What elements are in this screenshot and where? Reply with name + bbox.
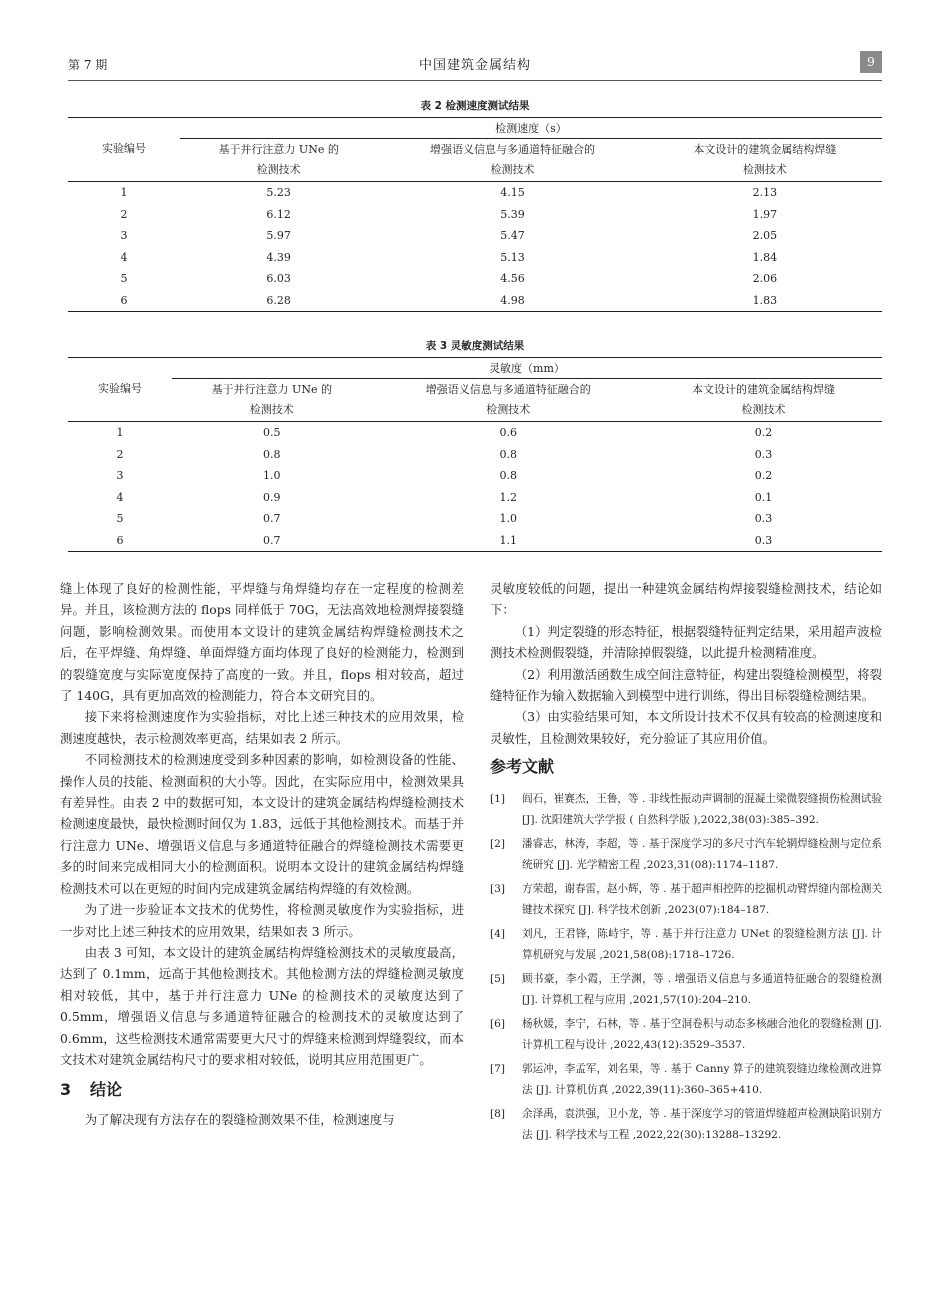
reference-item: [3] 方荣超，谢春雷，赵小辉，等 . 基于超声相控阵的挖掘机动臂焊缝内部检测关键技术探究 [J]. 科学技术创新 ,2023(07):184–187.	[490, 883, 882, 917]
table2-id-header: 实验编号	[68, 118, 180, 182]
reference-item: [4] 刘凡，王君锋，陈峙宇，等 . 基于并行注意力 UNet 的裂缝检测方法 [J]. 计算机研究与发展 ,2021,58(08):1718–1726.	[490, 928, 882, 962]
table2-col-header: 基于并行注意力 UNe 的 检测技术	[180, 139, 377, 182]
table2	[68, 117, 882, 312]
issue-number: 第 7 期	[68, 58, 108, 72]
journal-title: 中国建筑金属结构	[418, 58, 531, 73]
table3-col-header: 基于并行注意力 UNe 的 检测技术	[172, 379, 372, 422]
table-row: 1 0.5 0.6 0.2	[116, 426, 773, 440]
table-row: 6 6.28 4.98 1.83	[68, 290, 882, 312]
right-column	[490, 578, 882, 1149]
table-row: 5 6.03 4.56 2.06	[120, 272, 778, 286]
body-paragraph: 为了进一步验证本文技术的优势性，将检测灵敏度作为实验指标，进一步对比上述三种技术的应用效果，结果如表 3 所示。	[60, 902, 464, 939]
references-heading: 参考文献	[490, 757, 555, 777]
table-row: 4 4.39 5.13 1.84	[120, 250, 778, 264]
body-paragraph: 为了解决现有方法存在的裂缝检测效果不佳，检测速度与	[84, 1112, 395, 1128]
body-paragraph: 缝上体现了良好的检测性能，平焊缝与角焊缝均存在一定程度的检测差异。并且，该检测方法的 flops 同样低于 70G，无法高效地检测焊接裂缝问题，影响检测效果。而使用本文设计的建筑金属结构焊缝检测技术之后，在平焊缝、角焊缝、单面焊缝方面均体现了良好的检测能力，检测到的裂缝宽度与实际宽度保持了高度的一致。并且，flops 相对较高，超过了 140G，具有更加高效的检测能力，符合本文研究目的。	[60, 581, 464, 704]
conclusion-item: （1）判定裂缝的形态特征，根据裂缝特征判定结果，采用超声波检测技术检测假裂缝，并清除掉假裂缝，以此提升检测精准度。	[490, 623, 883, 661]
reference-item: [7] 郭运冲，李孟军，刘名果，等 . 基于 Canny 算子的建筑裂缝边缘检测改进算法 [J]. 计算机仿真 ,2022,39(11):360–365+410.	[490, 1063, 882, 1097]
body-paragraph: 不同检测技术的检测速度受到多种因素的影响，如检测设备的性能、操作人员的技能、检测面积的大小等。因此，在实际应用中，检测效果具有差异性。由表 2 中的数据可知，本文设计的建筑金属结构焊缝检测技术检测速度最快，最快检测时间仅为 1.83，远低于其他检测技术。而基于并行注意力 UNe、增强语义信息与多通道特征融合的焊缝检测技术需要更多的时间来完成相同大小的检测面积。说明本文设计的建筑金属结构焊缝检测技术可以在更短的时间内完成建筑金属结构焊缝的有效检测。	[60, 752, 464, 896]
reference-item: [2] 潘睿志，林涛，李超，等 . 基于深度学习的多尺寸汽车轮辋焊缝检测与定位系统研究 [J]. 光学精密工程 ,2023,31(08):1174–1187.	[490, 838, 882, 872]
table-row: 3 1.0 0.8 0.2	[116, 469, 773, 483]
table-row: 4 0.9 1.2 0.1	[116, 490, 773, 504]
conclusion-item: （3）由实验结果可知，本文所设计技术不仅具有较高的检测速度和灵敏性，且检测效果较好，充分验证了其应用价值。	[490, 709, 883, 746]
table-row: 2 6.12 5.39 1.97	[120, 207, 778, 221]
table-row: 1 5.23 4.15 2.13	[120, 186, 778, 200]
reference-item: [1] 阎石，崔赛杰，王鲁，等 . 非线性振动声调制的混凝土梁微裂缝损伤检测试验 [J]. 沈阳建筑大学学报 ( 自然科学版 ),2022,38(03):385–392.	[490, 793, 882, 827]
table-row: 6 0.7 1.1 0.3	[68, 530, 882, 552]
body-paragraph: 接下来将检测速度作为实验指标，对比上述三种技术的应用效果，检测速度越快，表示检测效率更高，结果如表 2 所示。	[60, 709, 464, 746]
table2-group-header: 检测速度（s）	[180, 118, 882, 139]
reference-item: [6] 杨秋媛，李宁，石林，等 . 基于空洞卷积与动态多核融合池化的裂缝检测 [J]. 计算机工程与设计 ,2022,43(12):3529–3537.	[490, 1018, 882, 1052]
table3-col-header: 本文设计的建筑金属结构焊缝 检测技术	[645, 379, 882, 422]
section-heading	[60, 1077, 464, 1103]
conclusion-item: （2）利用激活函数生成空间注意特征，构建出裂缝检测模型，将裂缝特征作为输入数据输入到模型中进行训练，得出目标裂缝检测结果。	[490, 666, 883, 704]
reference-item: [5] 顾书豪，李小霞，王学渊，等 . 增强语义信息与多通道特征融合的裂缝检测 [J]. 计算机工程与应用 ,2021,57(10):204–210.	[490, 973, 882, 1007]
section-title: 结论	[90, 1080, 123, 1100]
table3-group-header: 灵敏度（mm）	[172, 358, 882, 379]
header-rule	[68, 80, 882, 81]
table2-col-header: 本文设计的建筑金属结构焊缝 检测技术	[648, 139, 882, 182]
body-paragraph: 灵敏度较低的问题，提出一种建筑金属结构焊接裂缝检测技术，结论如下：	[490, 581, 882, 618]
reference-item: [8] 余泽禹，袁洪强，卫小龙，等 . 基于深度学习的管道焊缝超声检测缺陷识别方法 [J]. 科学技术与工程 ,2022,22(30):13288–13292.	[490, 1108, 882, 1142]
table3	[68, 357, 882, 552]
page-number: 9	[860, 51, 882, 73]
table3-col-header: 增强语义信息与多通道特征融合的 检测技术	[372, 379, 645, 422]
section-number: 3	[60, 1080, 72, 1100]
table-row: 3 5.97 5.47 2.05	[120, 229, 778, 243]
table3-id-header: 实验编号	[68, 358, 172, 422]
body-paragraph: 由表 3 可知，本文设计的建筑金属结构焊缝检测技术的灵敏度最高，达到了 0.1mm，远高于其他检测技术。其他检测方法的焊缝检测灵敏度相对较低，其中，基于并行注意力 UNe 的检测技术的灵敏度达到了 0.5mm，增强语义信息与多通道特征融合的检测技术的灵敏度达到了 0.6mm，这些检测技术通常需要更大尺寸的焊缝来检测到焊缝裂纹，而本文技术对建筑金属结构尺寸的要求相对较低，说明其应用范围更广。	[60, 944, 464, 1067]
table2-col-header: 增强语义信息与多通道特征融合的 检测技术	[377, 139, 647, 182]
running-header	[68, 54, 882, 76]
table2-caption: 表 2 检测速度测试结果	[420, 100, 530, 112]
table3-caption: 表 3 灵敏度测试结果	[425, 340, 525, 352]
table-row: 2 0.8 0.8 0.3	[116, 447, 773, 461]
table-row: 5 0.7 1.0 0.3	[116, 512, 773, 526]
left-column	[60, 578, 464, 1131]
